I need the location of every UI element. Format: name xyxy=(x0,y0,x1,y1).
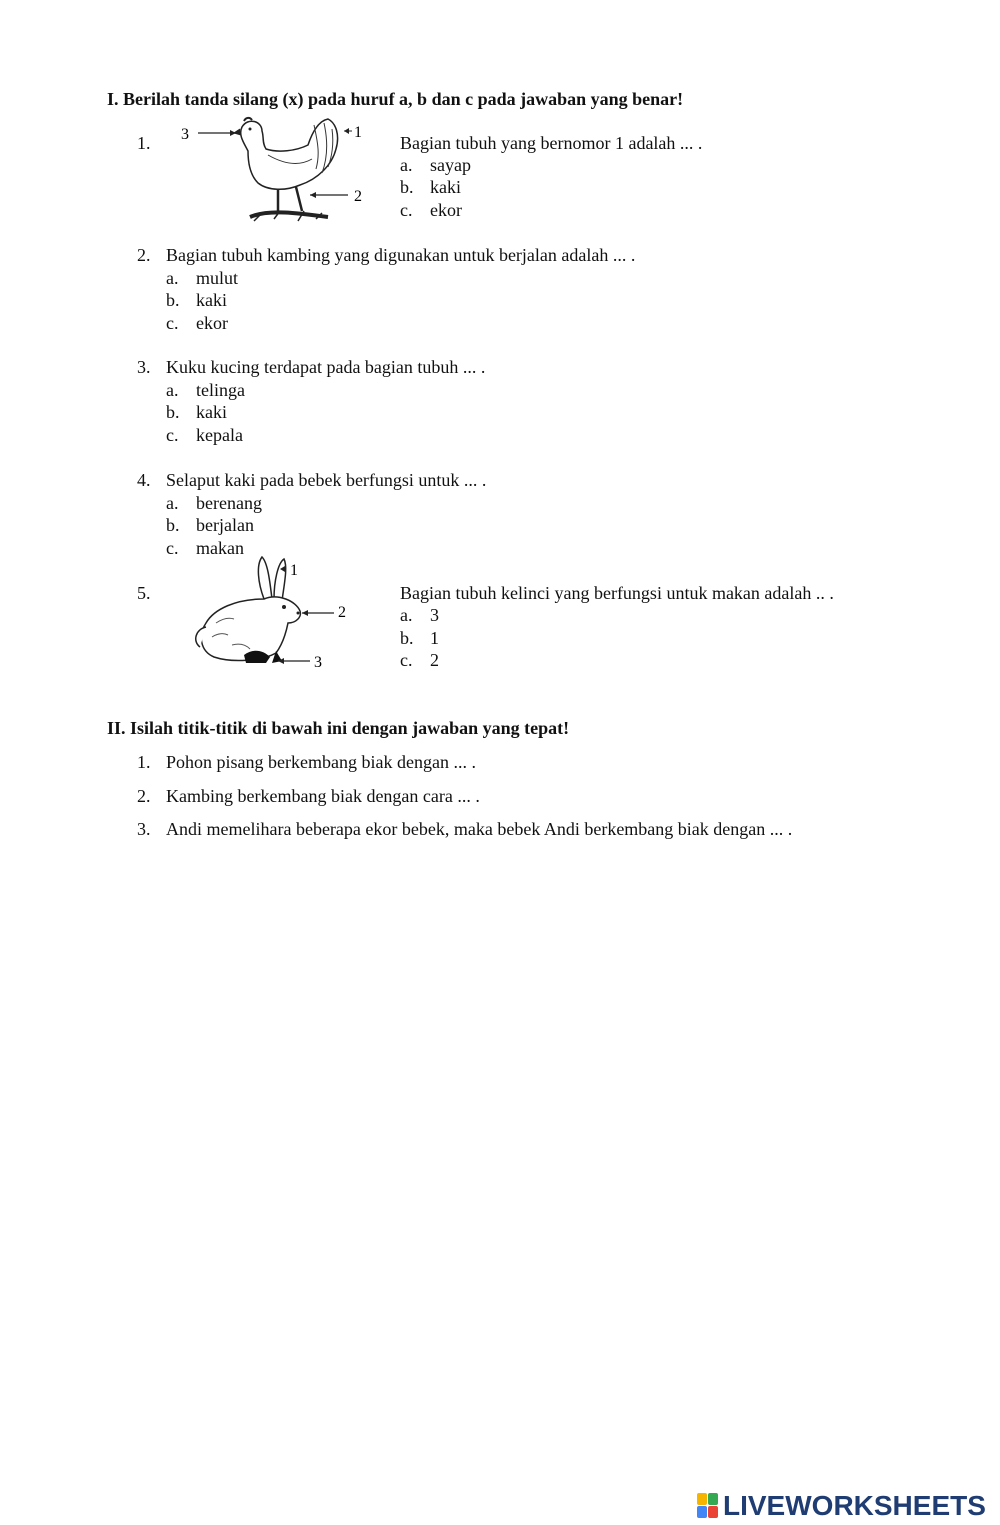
liveworksheets-logo xyxy=(697,1490,986,1522)
q4-option-c[interactable]: c. makan xyxy=(166,538,244,558)
q1-option-c[interactable]: c. ekor xyxy=(400,200,462,220)
chicken-illustration xyxy=(178,113,373,235)
q2-option-a[interactable]: a. mulut xyxy=(166,268,239,288)
q5-option-b[interactable]: b. 1 xyxy=(400,628,439,648)
q1-number: 1. xyxy=(137,133,151,153)
q3-option-c[interactable]: c. kepala xyxy=(166,425,243,445)
liveworksheets-logo-icon xyxy=(697,1493,719,1519)
q3-option-a[interactable]: a. telinga xyxy=(166,380,245,400)
q1-option-b[interactable]: b. kaki xyxy=(400,177,461,197)
s2-q2[interactable]: 2. Kambing berkembang biak dengan cara ... . xyxy=(137,786,480,806)
section1-heading: I. Berilah tanda silang (x) pada huruf a, b dan c pada jawaban yang benar! xyxy=(107,89,684,109)
q5-text: Bagian tubuh kelinci yang berfungsi untuk makan adalah .. . xyxy=(400,583,834,603)
chicken-label-1: 1 xyxy=(354,124,362,141)
liveworksheets-logo-text: LIVEWORKSHEETS xyxy=(723,1490,986,1521)
q4-option-b[interactable]: b. berjalan xyxy=(166,515,254,535)
rabbit-label-1: 1 xyxy=(290,562,298,579)
q2-option-c[interactable]: c. ekor xyxy=(166,313,228,333)
rabbit-illustration xyxy=(192,553,362,671)
q3-option-b[interactable]: b. kaki xyxy=(166,402,227,422)
rabbit-label-2: 2 xyxy=(338,604,346,621)
q3-text: 3. Kuku kucing terdapat pada bagian tubuh ... . xyxy=(137,357,486,377)
s2-q1[interactable]: 1. Pohon pisang berkembang biak dengan ... . xyxy=(137,752,476,772)
chicken-label-2: 2 xyxy=(354,188,362,205)
section2-heading: II. Isilah titik-titik di bawah ini dengan jawaban yang tepat! xyxy=(107,718,570,738)
q4-option-a[interactable]: a. berenang xyxy=(166,493,262,513)
q1-option-a[interactable]: a. sayap xyxy=(400,155,471,175)
s2-q3[interactable]: 3. Andi memelihara beberapa ekor bebek, maka bebek Andi berkembang biak dengan ... . xyxy=(137,819,793,839)
q5-option-c[interactable]: c. 2 xyxy=(400,650,439,670)
q5-option-a[interactable]: a. 3 xyxy=(400,605,439,625)
q2-option-b[interactable]: b. kaki xyxy=(166,290,227,310)
q5-number: 5. xyxy=(137,583,151,603)
chicken-label-3: 3 xyxy=(181,126,189,143)
rabbit-label-3: 3 xyxy=(314,654,322,671)
q4-text: 4. Selaput kaki pada bebek berfungsi untuk ... . xyxy=(137,470,487,490)
q1-text: Bagian tubuh yang bernomor 1 adalah ... . xyxy=(400,133,703,153)
q2-text: 2. Bagian tubuh kambing yang digunakan untuk berjalan adalah ... . xyxy=(137,245,636,265)
